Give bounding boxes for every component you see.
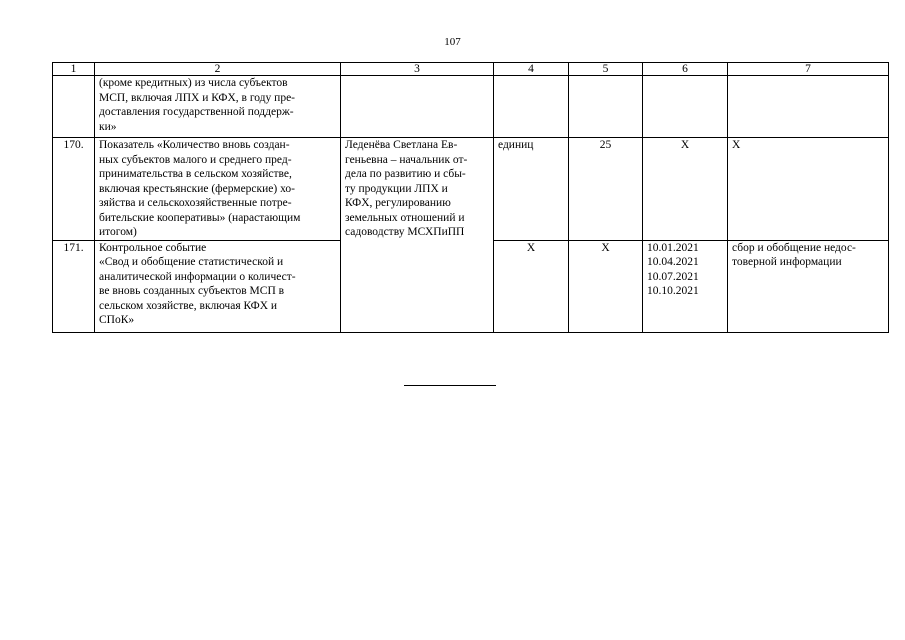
value-cell: [569, 76, 643, 138]
text-line: (кроме кредитных) из числа субъектов: [99, 77, 288, 89]
text-line: садоводству МСХПиПП: [345, 226, 465, 238]
date-cell: Х: [643, 138, 728, 241]
text-line: ки»: [99, 120, 117, 133]
column-number-row: [53, 63, 889, 76]
page-number: 107: [444, 36, 461, 48]
text-line: сельском хозяйстве, включая КФХ и: [99, 299, 278, 312]
text-line: «Свод и обобщение статистической и: [99, 256, 284, 268]
text-line: МСП, включая ЛПХ и КФХ, в году пре-: [99, 91, 295, 104]
text-line: КФХ, регулированию: [345, 197, 451, 209]
value-cell: 25: [569, 138, 643, 241]
column-header: 3: [341, 63, 494, 76]
text-line: зяйства и сельскохозяйственные потре-: [99, 197, 292, 209]
text-line: итогом): [99, 226, 137, 238]
text-line: ту продукции ЛПХ и: [345, 182, 448, 195]
indicator-cell: [95, 76, 341, 138]
text-line: бительские кооперативы» (нарастающим: [99, 211, 301, 224]
text-line: доставления государственной поддерж-: [99, 106, 294, 118]
text-line: геньевна – начальник от-: [345, 153, 468, 166]
indicator-cell: [95, 138, 341, 241]
text-line: СПоК»: [99, 314, 135, 326]
column-header: 7: [728, 63, 889, 76]
responsible-cell: [341, 76, 494, 138]
date-line: 10.04.2021: [647, 256, 699, 268]
date-line: 10.07.2021: [647, 270, 699, 283]
text-line: включая крестьянские (фермерские) хо-: [99, 182, 295, 195]
value-cell: Х: [569, 240, 643, 332]
indicator-cell: [95, 240, 341, 332]
row-number-cell: 171.: [53, 240, 95, 332]
column-header: 1: [53, 63, 95, 76]
column-header: 2: [95, 63, 341, 76]
column-header: 6: [643, 63, 728, 76]
table-row-170: [53, 138, 889, 241]
unit-cell: Х: [494, 240, 569, 332]
date-cell: [643, 76, 728, 138]
note-cell: [728, 240, 889, 332]
date-cell: [643, 240, 728, 332]
text-line: принимательства в сельском хозяйстве,: [99, 168, 292, 180]
text-line: ных субъектов малого и среднего пред-: [99, 153, 292, 166]
text-line: сбор и обобщение недос-: [732, 241, 856, 254]
document-table: [52, 62, 889, 333]
column-header: 5: [569, 63, 643, 76]
text-line: земельных отношений и: [345, 211, 465, 224]
text-line: дела по развитию и сбы-: [345, 168, 466, 180]
end-separator-line: [404, 385, 496, 386]
row-number-cell: [53, 76, 95, 138]
column-header: 4: [494, 63, 569, 76]
date-line: 10.10.2021: [647, 285, 699, 297]
row-number-cell: 170.: [53, 138, 95, 241]
text-line: Контрольное событие: [99, 241, 207, 254]
date-line: 10.01.2021: [647, 241, 699, 254]
note-cell: [728, 76, 889, 138]
table-row-continuation: [53, 76, 889, 138]
text-line: Показатель «Количество вновь создан-: [99, 139, 290, 151]
responsible-cell: [341, 138, 494, 333]
text-line: аналитической информации о количест-: [99, 270, 296, 283]
note-cell: Х: [728, 138, 889, 241]
text-line: Леденёва Светлана Ев-: [345, 139, 458, 151]
unit-cell: [494, 76, 569, 138]
text-line: ве вновь созданных субъектов МСП в: [99, 285, 285, 297]
text-line: товерной информации: [732, 256, 842, 268]
unit-cell: единиц: [494, 138, 569, 241]
